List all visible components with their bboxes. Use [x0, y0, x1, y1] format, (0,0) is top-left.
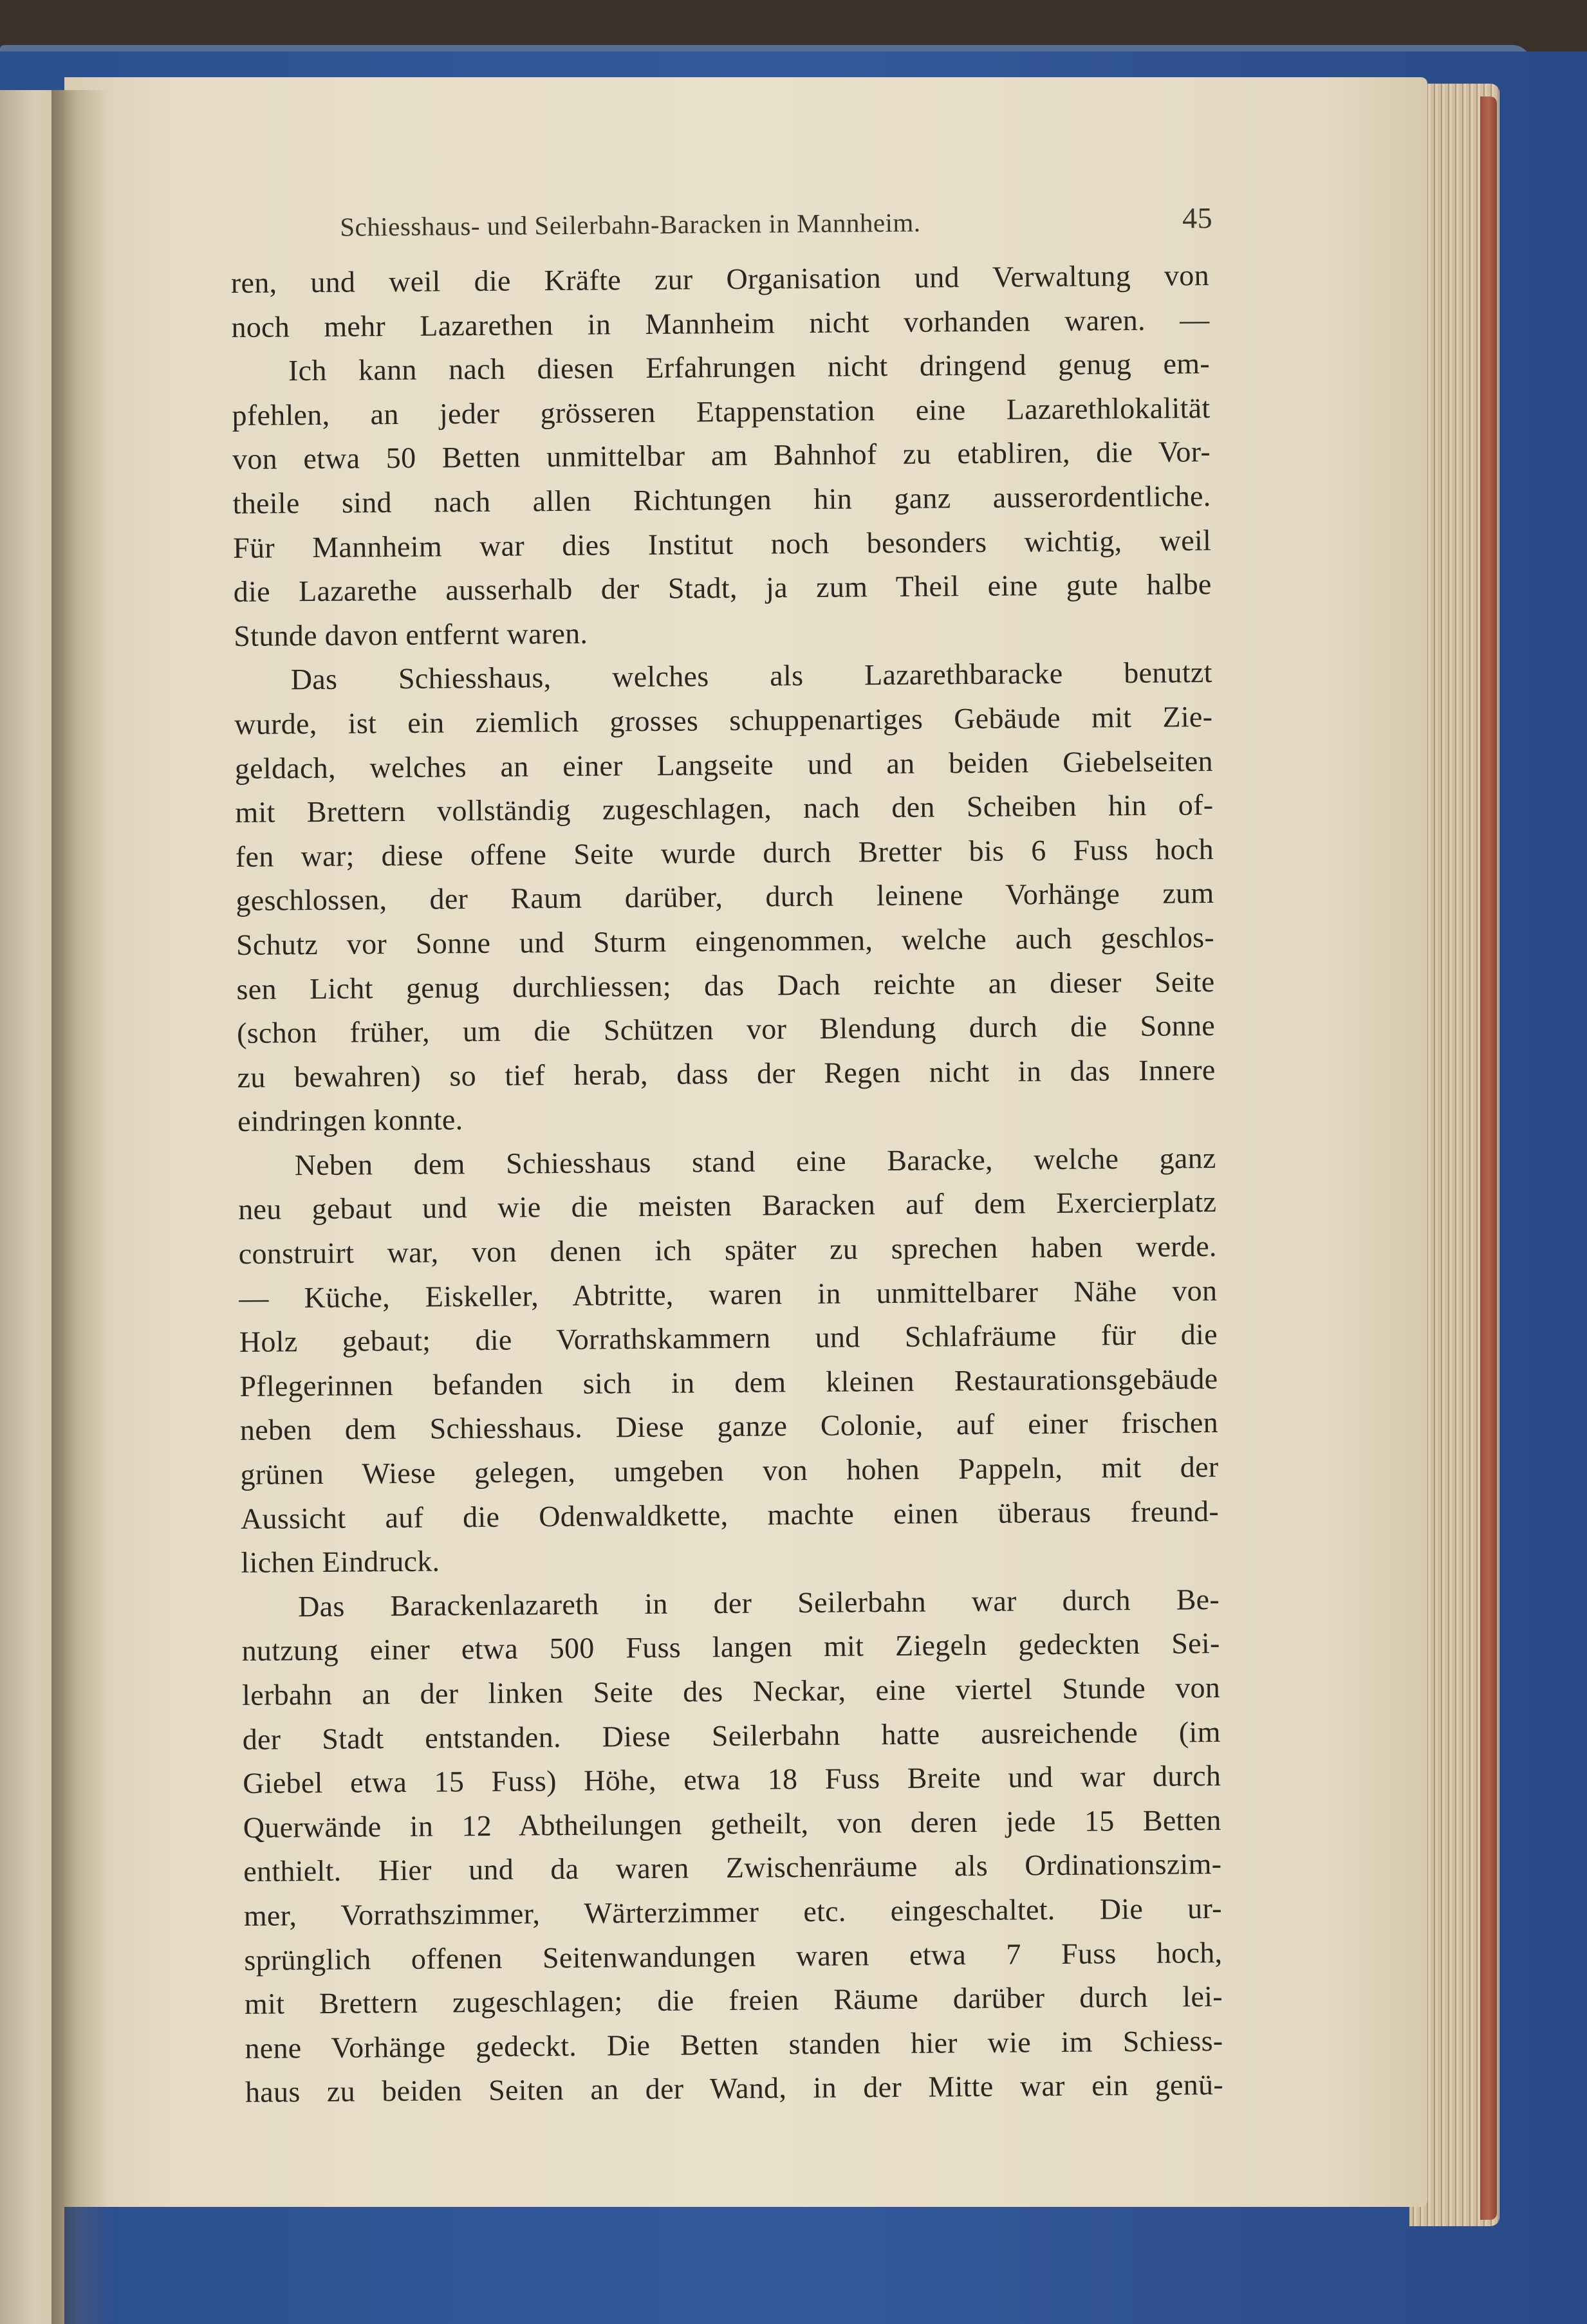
text-line: haus zu beiden Seiten an der Wand, in der Mitte war ein genü- — [245, 2068, 1224, 2109]
text-line: Giebel etwa 15 Fuss) Höhe, etwa 18 Fuss Breite und war durch — [243, 1759, 1221, 1800]
running-head-title: Schiesshaus- und Seilerbahn-Baracken in Mannheim. — [340, 207, 921, 242]
body-text — [231, 254, 1224, 2115]
text-line: neu gebaut und wie die meisten Baracken auf dem Exercierplatz — [238, 1185, 1217, 1226]
text-line: eindringen konnte. — [237, 1103, 463, 1138]
text-line: grünen Wiese gelegen, umgeben von hohen Pappeln, mit der — [240, 1450, 1219, 1491]
text-line: Aussicht auf die Odenwaldkette, machte einen überaus freund- — [240, 1494, 1220, 1535]
running-head — [230, 199, 1213, 246]
text-line: lerbahn an der linken Seite des Neckar, eine viertel Stunde von — [241, 1670, 1221, 1711]
text-line: Das Schiesshaus, welches als Lazarethbaracke benutzt — [290, 656, 1212, 696]
text-line: noch mehr Lazarethen in Mannheim nicht vorhanden waren. — — [231, 302, 1210, 344]
text-line: von etwa 50 Betten unmittelbar am Bahnhof zu etabliren, die Vor- — [232, 435, 1211, 476]
red-page-edge — [1480, 97, 1497, 2220]
text-line: Neben dem Schiesshaus stand eine Baracke, welche ganz — [294, 1141, 1216, 1182]
text-line: Für Mannheim war dies Institut noch besonders wichtig, weil — [232, 523, 1212, 564]
text-line: nene Vorhänge gedeckt. Die Betten standen hier wie im Schiess- — [245, 2024, 1223, 2065]
text-line: (schon früher, um die Schützen vor Blendung durch die Sonne — [236, 1009, 1216, 1050]
text-line: enthielt. Hier und da waren Zwischenräume als Ordinationszim- — [243, 1847, 1222, 1888]
page-number: 45 — [1182, 201, 1213, 235]
text-line: Querwände in 12 Abtheilungen getheilt, von deren jede 15 Betten — [243, 1803, 1221, 1844]
gutter-shadow — [51, 90, 109, 2324]
page-text-block — [230, 199, 1224, 2109]
text-line: sprünglich offenen Seitenwandungen waren etwa 7 Fuss hoch, — [244, 1935, 1223, 1977]
text-line: der Stadt entstanden. Diese Seilerbahn hatte ausreichende (im — [242, 1715, 1221, 1756]
text-line: mer, Vorrathszimmer, Wärterzimmer etc. eingeschaltet. Die ur- — [243, 1891, 1223, 1932]
text-line: geldach, welches an einer Langseite und an beiden Giebelseiten — [234, 744, 1214, 785]
text-line: zu bewahren) so tief herab, dass der Regen nicht in das Innere — [237, 1053, 1216, 1094]
text-line: nutzung einer etwa 500 Fuss langen mit Ziegeln gedeckten Sei- — [241, 1627, 1220, 1668]
text-line: construirt war, von denen ich später zu sprechen haben werde. — [238, 1230, 1217, 1271]
text-line: fen war; diese offene Seite wurde durch Bretter bis 6 Fuss hoch — [235, 832, 1214, 873]
text-line: Schutz vor Sonne und Sturm eingenommen, welche auch geschlos- — [236, 920, 1215, 961]
text-line: Ich kann nach diesen Erfahrungen nicht dringend genug em- — [288, 347, 1211, 387]
text-line: theile sind nach allen Richtungen hin ganz ausserordentliche. — [232, 479, 1211, 520]
text-line: pfehlen, an jeder grösseren Etappenstation eine Lazarethlokalität — [232, 391, 1211, 432]
text-line: Holz gebaut; die Vorrathskammern und Schlafräume für die — [239, 1318, 1218, 1359]
text-line: mit Brettern vollständig zugeschlagen, nach den Scheiben hin of- — [235, 788, 1214, 829]
text-line: mit Brettern zugeschlagen; die freien Räume darüber durch lei- — [244, 1980, 1223, 2021]
text-line: neben dem Schiesshaus. Diese ganze Colonie, auf einer frischen — [239, 1406, 1219, 1447]
text-line: wurde, ist ein ziemlich grosses schuppenartiges Gebäude mit Zie- — [234, 699, 1213, 741]
text-line: geschlossen, der Raum darüber, durch leinene Vorhänge zum — [236, 876, 1214, 918]
text-line: Das Barackenlazareth in der Seilerbahn war durch Be- — [297, 1582, 1220, 1623]
text-line: lichen Eindruck. — [241, 1544, 440, 1580]
text-line: ren, und weil die Kräfte zur Organisation und Verwaltung von — [230, 259, 1210, 299]
text-line: die Lazarethe ausserhalb der Stadt, ja zum Theil eine gute halbe — [233, 567, 1212, 609]
text-line: sen Licht genug durchliessen; das Dach reichte an dieser Seite — [236, 964, 1215, 1006]
text-line: Stunde davon entfernt waren. — [234, 616, 588, 652]
text-line: Pflegerinnen befanden sich in dem kleinen Restaurationsgebäude — [239, 1361, 1218, 1403]
text-line: — Küche, Eiskeller, Abtritte, waren in unmittelbarer Nähe von — [239, 1273, 1218, 1314]
